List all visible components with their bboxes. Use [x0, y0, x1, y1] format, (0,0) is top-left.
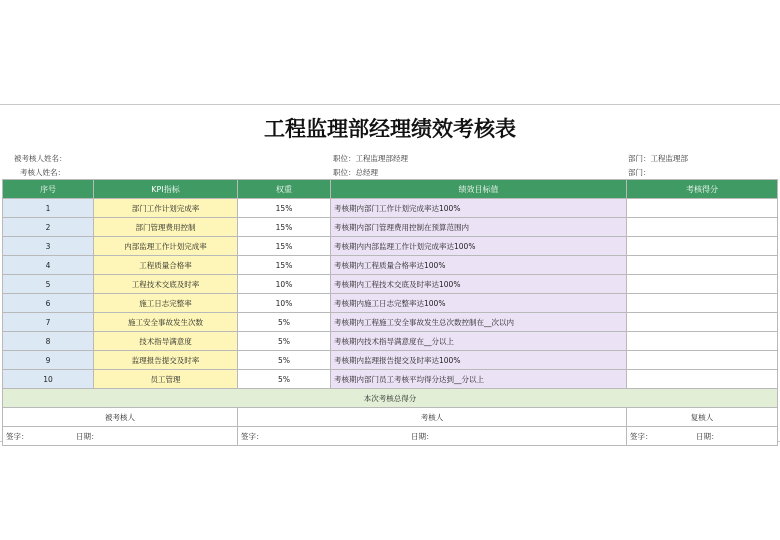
date-label: 日期： [411, 431, 434, 441]
row-no: 4 [3, 256, 94, 275]
reviewer-heading: 复核人 [627, 408, 778, 427]
row-weight: 5% [238, 351, 331, 370]
row-kpi: 施工日志完整率 [94, 294, 238, 313]
row-no: 8 [3, 332, 94, 351]
row-score-cell[interactable] [627, 313, 778, 332]
row-score-cell[interactable] [627, 237, 778, 256]
row-kpi: 内部监理工作计划完成率 [94, 237, 238, 256]
signature-label: 签字： [241, 431, 264, 441]
signature-header-row [3, 408, 778, 427]
row-target: 考核期内部门管理费用控制在预算范围内 [331, 218, 627, 237]
row-kpi: 工程技术交底及时率 [94, 275, 238, 294]
row-no: 9 [3, 351, 94, 370]
examinee-name-label: 被考核人姓名： [14, 154, 67, 163]
row-target: 考核期内监理报告提交及时率达100% [331, 351, 627, 370]
row-kpi: 工程质量合格率 [94, 256, 238, 275]
examiner-heading: 考核人 [238, 408, 627, 427]
row-no: 3 [3, 237, 94, 256]
row-score-cell[interactable] [627, 199, 778, 218]
table-row [3, 256, 778, 275]
table-row [3, 294, 778, 313]
row-target: 考核期内部门工作计划完成率达100% [331, 199, 627, 218]
row-no: 6 [3, 294, 94, 313]
row-target: 考核期内工程施工安全事故发生总次数控制在__次以内 [331, 313, 627, 332]
row-weight: 5% [238, 332, 331, 351]
header-weight: 权重 [238, 180, 331, 199]
examinee-sign-cell[interactable] [3, 427, 238, 446]
row-weight: 10% [238, 294, 331, 313]
total-score-label: 本次考核总得分 [3, 389, 778, 408]
row-no: 10 [3, 370, 94, 389]
row-target: 考核期内工程质量合格率达100% [331, 256, 627, 275]
row-no: 7 [3, 313, 94, 332]
row-target: 考核期内技术指导满意度在__分以上 [331, 332, 627, 351]
table-row [3, 218, 778, 237]
performance-sheet [0, 104, 780, 442]
signature-row [3, 427, 778, 446]
row-kpi: 员工管理 [94, 370, 238, 389]
examinee-heading: 被考核人 [3, 408, 238, 427]
row-weight: 15% [238, 199, 331, 218]
total-score-row [3, 389, 778, 408]
header-kpi: KPI指标 [94, 180, 238, 199]
row-kpi: 施工安全事故发生次数 [94, 313, 238, 332]
row-no: 2 [3, 218, 94, 237]
row-weight: 15% [238, 256, 331, 275]
row-weight: 5% [238, 313, 331, 332]
row-weight: 5% [238, 370, 331, 389]
header-no: 序号 [3, 180, 94, 199]
header-target: 绩效目标值 [331, 180, 627, 199]
row-score-cell[interactable] [627, 256, 778, 275]
row-no: 1 [3, 199, 94, 218]
row-target: 考核期内内部监理工作计划完成率达100% [331, 237, 627, 256]
row-score-cell[interactable] [627, 294, 778, 313]
row-weight: 15% [238, 237, 331, 256]
row-score-cell[interactable] [627, 218, 778, 237]
table-row [3, 275, 778, 294]
table-header-row [3, 180, 778, 199]
table-row [3, 199, 778, 218]
table-row [3, 332, 778, 351]
kpi-table [2, 179, 778, 446]
table-row [3, 237, 778, 256]
row-weight: 15% [238, 218, 331, 237]
row-target: 考核期内工程技术交底及时率达100% [331, 275, 627, 294]
date-label: 日期： [696, 431, 719, 441]
row-kpi: 技术指导满意度 [94, 332, 238, 351]
table-row [3, 351, 778, 370]
row-no: 5 [3, 275, 94, 294]
position-label-2: 职位：总经理 [333, 168, 378, 177]
examiner-sign-cell[interactable] [238, 427, 627, 446]
header-score: 考核得分 [627, 180, 778, 199]
row-weight: 10% [238, 275, 331, 294]
row-score-cell[interactable] [627, 275, 778, 294]
sheet-title: 工程监理部经理绩效考核表 [264, 116, 516, 141]
signature-label: 签字： [6, 431, 29, 441]
table-row [3, 313, 778, 332]
row-score-cell[interactable] [627, 351, 778, 370]
row-target: 考核期内施工日志完整率达100% [331, 294, 627, 313]
row-score-cell[interactable] [627, 370, 778, 389]
reviewer-sign-cell[interactable] [627, 427, 778, 446]
row-kpi: 监理报告提交及时率 [94, 351, 238, 370]
position-label-1: 职位：工程监理部经理 [333, 154, 408, 163]
date-label: 日期： [76, 431, 99, 441]
row-kpi: 部门工作计划完成率 [94, 199, 238, 218]
department-label-1: 部门：工程监理部 [628, 154, 688, 163]
row-kpi: 部门管理费用控制 [94, 218, 238, 237]
department-label-2: 部门： [628, 168, 651, 177]
row-score-cell[interactable] [627, 332, 778, 351]
table-row [3, 370, 778, 389]
signature-label: 签字： [630, 431, 653, 441]
examiner-name-label: 考核人姓名： [20, 168, 65, 177]
row-target: 考核期内部门员工考核平均得分达到__分以上 [331, 370, 627, 389]
